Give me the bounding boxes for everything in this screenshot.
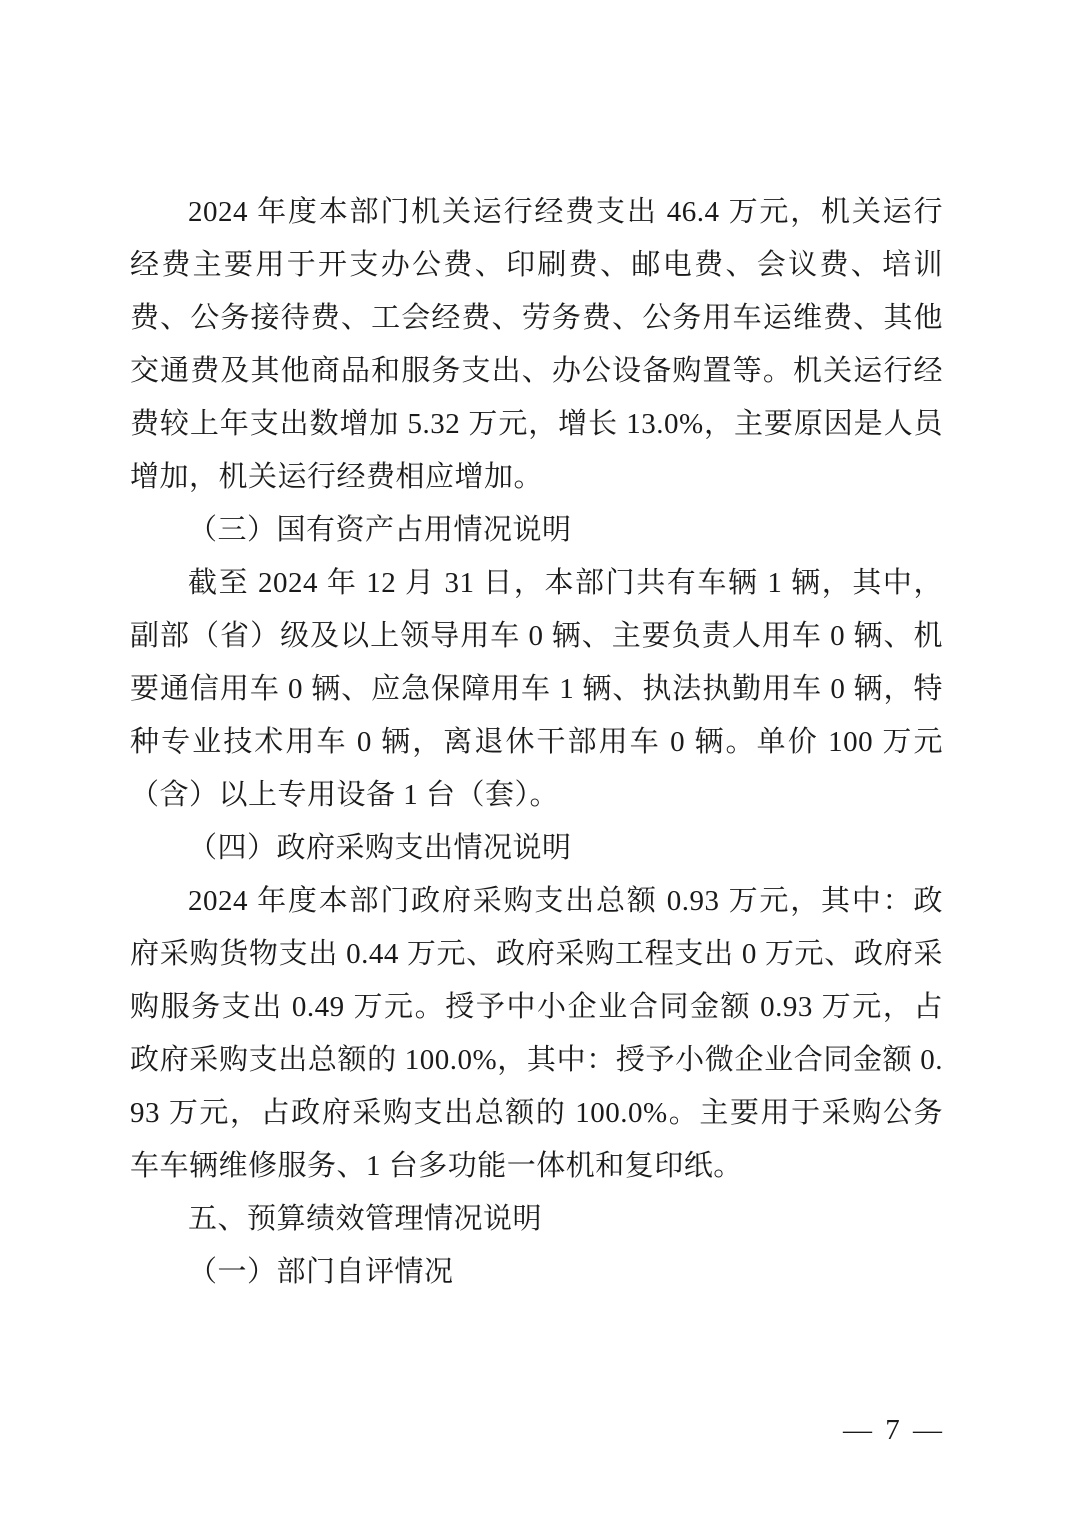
- paragraph-agency-operating-expenses: 2024 年度本部门机关运行经费支出 46.4 万元，机关运行经费主要用于开支办公费、印刷费、邮电费、会议费、培训费、公务接待费、工会经费、劳务费、公务用车运维费、其他交通费及其他商品和服务支出、办公设备购置等。机关运行经费较上年支出数增加 5.32 万元，增长 13.0%，主要原因是人员增加，机关运行经费相应增加。: [130, 196, 943, 493]
- heading-government-procurement: （四）政府采购支出情况说明: [188, 832, 572, 864]
- paragraph-government-procurement: 2024 年度本部门政府采购支出总额 0.93 万元，其中：政府采购货物支出 0.44 万元、政府采购工程支出 0 万元、政府采购服务支出 0.49 万元。授予中小企业合同金额 0.93 万元，占政府采购支出总额的 100.0%，其中：授予小微企业合同金额 0.93 万元，占政府采购支出总额的 100.0%。主要用于采购公务车车辆维修服务、1 台多功能一体机和复印纸。: [130, 885, 943, 1182]
- heading-budget-performance-management: 五、预算绩效管理情况说明: [188, 1203, 543, 1235]
- document-body: [130, 186, 943, 1299]
- paragraph-state-owned-assets: 截至 2024 年 12 月 31 日，本部门共有车辆 1 辆，其中，副部（省）级及以上领导用车 0 辆、主要负责人用车 0 辆、机要通信用车 0 辆、应急保障用车 1 辆、执法执勤用车 0 辆，特种专业技术用车 0 辆，离退休干部用车 0 辆。单价 100 万元（含）以上专用设备 1 台（套）。: [130, 567, 943, 811]
- page-number: — 7 —: [843, 1414, 945, 1446]
- heading-department-self-evaluation: （一）部门自评情况: [188, 1256, 454, 1288]
- heading-state-owned-assets: （三）国有资产占用情况说明: [188, 514, 572, 546]
